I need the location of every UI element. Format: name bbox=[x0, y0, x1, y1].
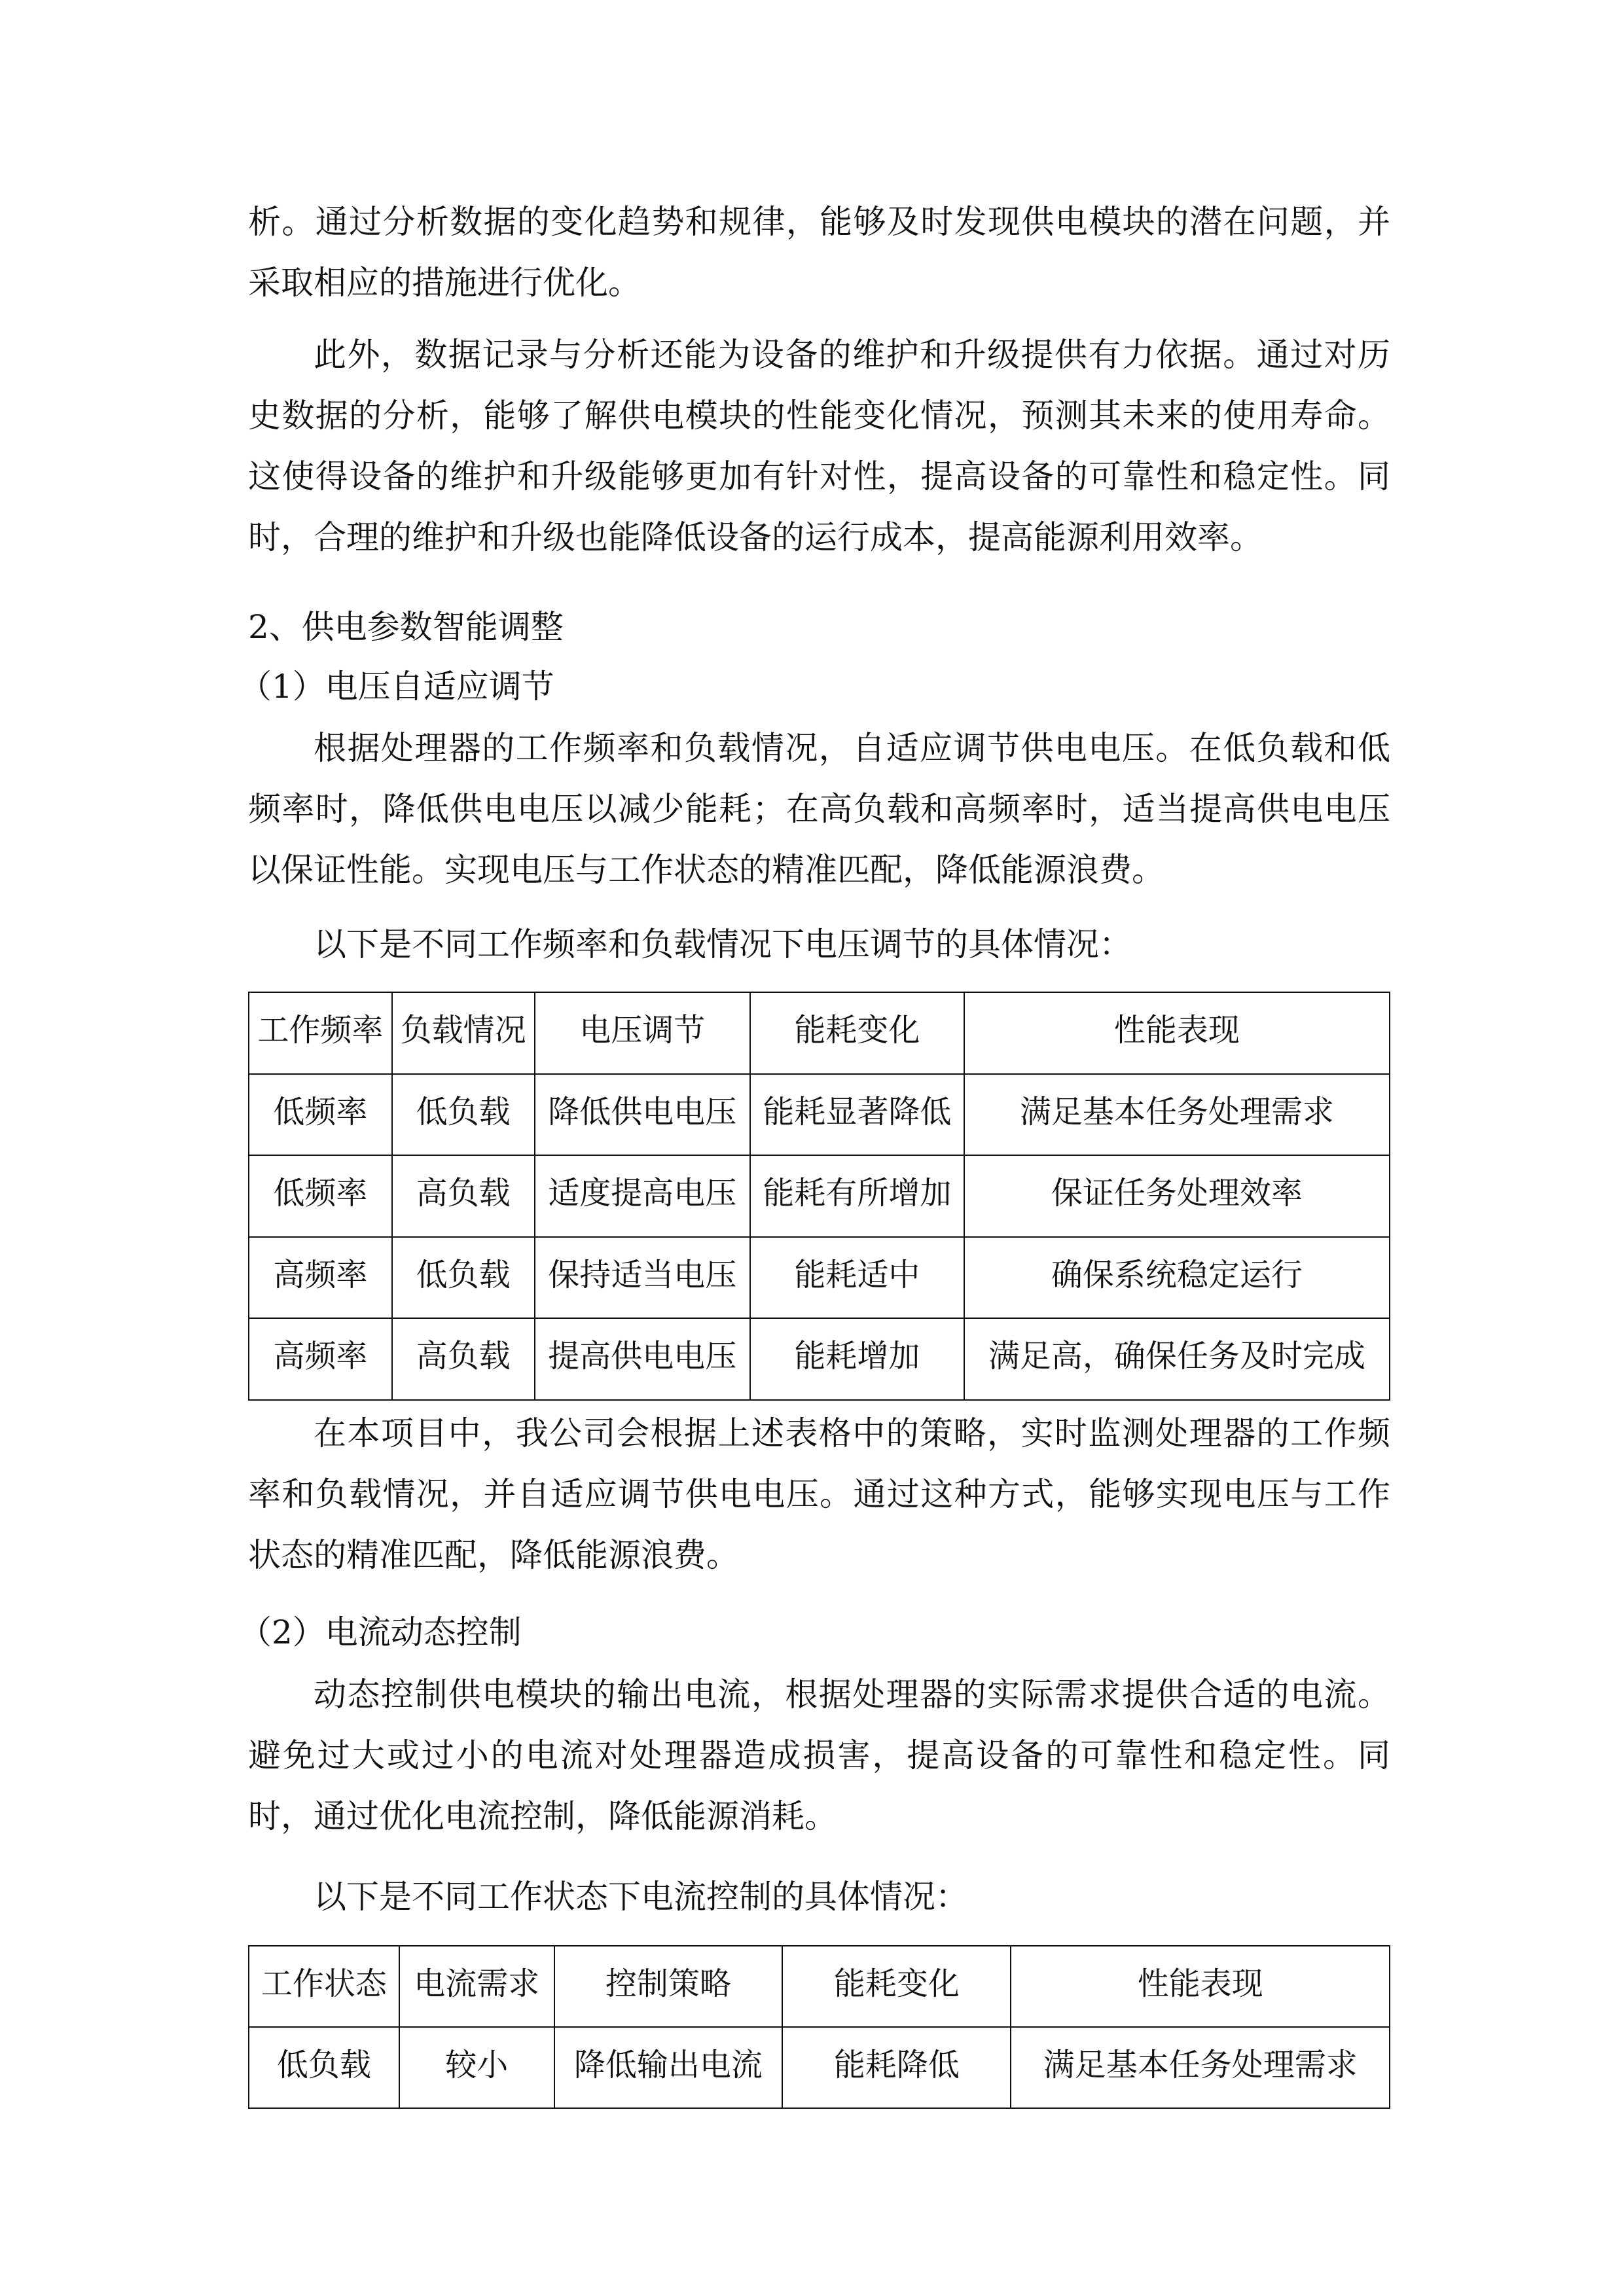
text-line: 时，通过优化电流控制，降低能源消耗。 bbox=[248, 1797, 837, 1835]
table-header-row bbox=[249, 992, 1390, 1074]
text-line: 在本项目中，我公司会根据上述表格中的策略，实时监测处理器的工作频 bbox=[314, 1414, 1390, 1452]
subsection-heading-2 bbox=[239, 1602, 1381, 1663]
table-header-row bbox=[249, 1946, 1390, 2027]
text-line: 析。通过分析数据的变化趋势和规律，能够及时发现供电模块的潜在问题，并 bbox=[248, 203, 1390, 241]
cell: 确保系统稳定运行 bbox=[964, 1237, 1390, 1318]
table-row bbox=[249, 2027, 1390, 2108]
paragraph-3 bbox=[248, 718, 1390, 901]
text-line: 动态控制供电模块的输出电流，根据处理器的实际需求提供合适的电流。 bbox=[314, 1676, 1390, 1713]
text-line: 根据处理器的工作频率和负载情况，自适应调节供电电压。在低负载和低 bbox=[314, 729, 1390, 767]
cell: 保持适当电压 bbox=[535, 1237, 751, 1318]
text-line: 此外，数据记录与分析还能为设备的维护和升级提供有力依据。通过对历 bbox=[314, 336, 1390, 374]
text-line: 以下是不同工作状态下电流控制的具体情况： bbox=[314, 1878, 968, 1916]
cell: 能耗增加 bbox=[750, 1318, 964, 1400]
heading-text: 2、供电参数智能调整 bbox=[248, 608, 564, 646]
header-cell: 电压调节 bbox=[535, 992, 751, 1074]
text-line: 以保证性能。实现电压与工作状态的精准匹配，降低能源浪费。 bbox=[248, 851, 1164, 889]
text-line: 史数据的分析，能够了解供电模块的性能变化情况，预测其未来的使用寿命。 bbox=[248, 397, 1390, 435]
cell: 低频率 bbox=[249, 1155, 392, 1237]
table-row bbox=[249, 1318, 1390, 1400]
cell: 降低输出电流 bbox=[554, 2027, 783, 2108]
section-heading bbox=[248, 597, 1390, 658]
cell: 高负载 bbox=[392, 1155, 535, 1237]
header-cell: 电流需求 bbox=[399, 1946, 554, 2027]
header-cell: 工作频率 bbox=[249, 992, 392, 1074]
cell: 能耗适中 bbox=[750, 1237, 964, 1318]
paragraph-1 bbox=[248, 192, 1390, 314]
text-line: 以下是不同工作频率和负载情况下电压调节的具体情况： bbox=[314, 925, 1132, 963]
cell: 低频率 bbox=[249, 1074, 392, 1155]
cell: 能耗有所增加 bbox=[750, 1155, 964, 1237]
cell: 高频率 bbox=[249, 1237, 392, 1318]
header-cell: 控制策略 bbox=[554, 1946, 783, 2027]
header-cell: 负载情况 bbox=[392, 992, 535, 1074]
header-cell: 性能表现 bbox=[964, 992, 1390, 1074]
table-row bbox=[249, 1237, 1390, 1318]
paragraph-4 bbox=[248, 1403, 1390, 1586]
cell: 较小 bbox=[399, 2027, 554, 2108]
header-cell: 工作状态 bbox=[249, 1946, 399, 2027]
cell: 能耗显著降低 bbox=[750, 1074, 964, 1155]
cell: 满足高，确保任务及时完成 bbox=[964, 1318, 1390, 1400]
subsection-heading-1 bbox=[239, 656, 1381, 717]
text-line: 采取相应的措施进行优化。 bbox=[248, 264, 641, 302]
text-line: 状态的精准匹配，降低能源浪费。 bbox=[248, 1536, 739, 1574]
cell: 保证任务处理效率 bbox=[964, 1155, 1390, 1237]
header-cell: 能耗变化 bbox=[750, 992, 964, 1074]
cell: 适度提高电压 bbox=[535, 1155, 751, 1237]
cell: 提高供电电压 bbox=[535, 1318, 751, 1400]
table-row bbox=[249, 1155, 1390, 1237]
cell: 满足基本任务处理需求 bbox=[1011, 2027, 1390, 2108]
header-cell: 性能表现 bbox=[1011, 1946, 1390, 2027]
table-row bbox=[249, 1074, 1390, 1155]
cell: 低负载 bbox=[392, 1074, 535, 1155]
paragraph-2 bbox=[248, 325, 1390, 568]
text-line: 避免过大或过小的电流对处理器造成损害，提高设备的可靠性和稳定性。同 bbox=[248, 1736, 1390, 1774]
table2-intro bbox=[248, 1867, 1390, 1928]
cell: 能耗降低 bbox=[782, 2027, 1011, 2108]
voltage-table bbox=[248, 992, 1390, 1401]
heading-text: （2）电流动态控制 bbox=[239, 1613, 522, 1651]
text-line: 时，合理的维护和升级也能降低设备的运行成本，提高能源利用效率。 bbox=[248, 518, 1263, 556]
current-table bbox=[248, 1945, 1390, 2109]
cell: 降低供电电压 bbox=[535, 1074, 751, 1155]
header-cell: 能耗变化 bbox=[782, 1946, 1011, 2027]
text-line: 率和负载情况，并自适应调节供电电压。通过这种方式，能够实现电压与工作 bbox=[248, 1475, 1390, 1513]
table1-intro bbox=[248, 914, 1390, 975]
cell: 低负载 bbox=[392, 1237, 535, 1318]
text-line: 频率时，降低供电电压以减少能耗；在高负载和高频率时，适当提高供电电压 bbox=[248, 790, 1390, 828]
cell: 高频率 bbox=[249, 1318, 392, 1400]
cell: 满足基本任务处理需求 bbox=[964, 1074, 1390, 1155]
heading-text: （1）电压自适应调节 bbox=[239, 668, 554, 706]
cell: 低负载 bbox=[249, 2027, 399, 2108]
paragraph-5 bbox=[248, 1664, 1390, 1847]
cell: 高负载 bbox=[392, 1318, 535, 1400]
text-line: 这使得设备的维护和升级能够更加有针对性，提高设备的可靠性和稳定性。同 bbox=[248, 457, 1390, 495]
